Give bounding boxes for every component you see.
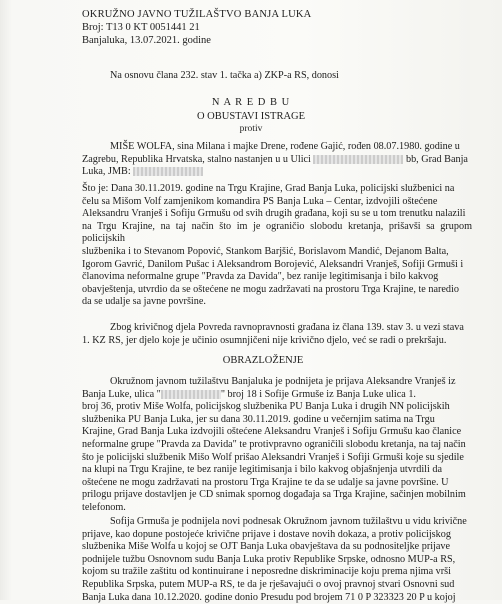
document-date: Banjaluka, 13.07.2021. godine bbox=[82, 35, 211, 46]
order-title: N A R E D B U bbox=[211, 97, 291, 108]
text-line: službenika PU Banja Luka, jer su dana 30.11.2019. godine u večernjim satima na Trgu bbox=[82, 413, 435, 425]
organization-name: OKRUŽNO JAVNO TUŽILAŠTVO BANJA LUKA bbox=[82, 9, 312, 20]
text-line: Igorom Gavrić, Danilom Pušac i Aleksandrom Borojević, Aleksandri Vranješ, Sofiji Grmuši i bbox=[82, 258, 464, 270]
text-line: Okružnom javnom tužilaštvu Banjaluka je podnijeta je prijava Aleksandre Vranješ iz bbox=[110, 376, 456, 387]
suspect-line: Luka, JMB: bbox=[82, 166, 470, 179]
text-line: neformalne grupe "Pravda za Davida" te protivpravno ograničili slobodu kretanja, na taj način bbox=[82, 438, 466, 450]
case-number: Broj: T13 0 KT 0051441 21 bbox=[82, 22, 200, 33]
suspect-paragraph bbox=[82, 141, 470, 179]
reasoning-paragraph bbox=[82, 376, 472, 515]
text-line: prilogu prijave dostavljen je CD snimak spornog događaja sa Trga Krajine, sačinjen mobilnim bbox=[82, 489, 466, 501]
text-line: Što je: Dana 30.11.2019. godine na Trgu Krajine, Grad Banja Luka, policijski službenici na bbox=[82, 183, 455, 194]
reasoning-heading: OBRAZLOŽENJE bbox=[222, 355, 304, 366]
text-line: čelu sa Mišom Volf zamjenikom komandira PS Banja Luka – Centar, izdvojili oštećene bbox=[82, 195, 438, 207]
text-line: Aleksandru Vranješ i Sofiju Grmušu od svih drugih građana, koji su se u tom trenutku nalazili bbox=[82, 208, 466, 220]
redacted-address bbox=[313, 155, 403, 164]
text-line: Banja Luke, ulica " " broj 18 i Sofije Grmuše iz Banja Luke ulica 1. bbox=[82, 388, 416, 400]
offense-paragraph bbox=[82, 322, 472, 347]
text-line: Sofija Grmuša je podnijela novi podnesak Okružnom javnom tužilaštvu u vidu krivične bbox=[110, 516, 467, 527]
suspect-line: MIŠE WOLFA, sina Milana i majke Drene, rođene Gajić, rođen 08.07.1980. godine u bbox=[110, 141, 460, 152]
text-line: što je policijski službenik Mišo Wolf prišao Aleksandri Vranješ i Sofiji Grmuši koje su sjedile bbox=[82, 451, 464, 463]
charge-paragraph bbox=[82, 183, 472, 309]
order-subtitle: O OBUSTAVI ISTRAGE bbox=[196, 111, 306, 122]
text-line: kojom su tražile zaštitu od kontinuirane i neposredne diskriminacije koju prema njima vrši bbox=[82, 566, 451, 578]
text-line: na klupi na Trgu Krajine, te bez ranije legitimisanja i bilo kakvog objašnjenja utvrdili da bbox=[82, 464, 442, 476]
text-line: Zbog krivičnog djela Povreda ravnopravnosti građana iz člana 139. stav 3. u vezi stava bbox=[110, 322, 464, 333]
document-header bbox=[82, 8, 311, 47]
suspect-line: Zagrebu, Republika Hrvatska, stalno nastanjen u u Ulici bb, Grad Banja bbox=[82, 153, 468, 165]
text-line: da se udalje sa javne površine. bbox=[82, 296, 206, 308]
text-line: telefonom. bbox=[82, 501, 126, 513]
text-line: 1. KZ RS, jer djelo koje je učinio osumnjičeni nije krivično djelo, već se radi o prekršaju. bbox=[82, 334, 447, 346]
text-line: broj 36, protiv Miše Wolfa, policijskog službenika PU Banja Luka i drugih NN policijskih bbox=[82, 401, 450, 413]
redacted-street bbox=[161, 390, 221, 399]
text-line: podnijele tužbu Osnovnom sudu Banja Luka protiv Republike Srpske, odnosno MUP-a RS, bbox=[82, 553, 456, 565]
redacted-jmb bbox=[133, 167, 203, 176]
text-line: oštećene ne mogu zadržavati na prostoru Trga Krajine te da se udalje sa javne površine. U bbox=[82, 476, 449, 488]
text-line: prijave, kao dopune postojeće krivične prijave i dostave novih dokaza, a protiv policijskog bbox=[82, 528, 451, 540]
text-line: službenika i to Stevanom Popović, Stankom Barjšić, Borislavom Mandić, Dejanom Balta, bbox=[82, 245, 449, 257]
text-line: službenika Miše Wolfa u kojoj se OJT Banja Luka obavještava da su podnositeljke prijave bbox=[82, 541, 451, 553]
text-line: na Trgu Krajine, na taj način što im je ograničio slobodu kretanja, prišavši sa grupom policijskih bbox=[82, 220, 472, 245]
text-line: članovima neformalne grupe "Pravda za Davida", bez ranije legitimisanja i bilo kakvog bbox=[82, 271, 439, 283]
text-line: Republika Srpska, putem MUP-a RS, te da je rješavajući o ovoj pravnoj stvari Osnovni sud bbox=[82, 578, 455, 590]
order-against: protiv bbox=[239, 124, 263, 134]
legal-basis: Na osnovu člana 232. stav 1. tačka a) ZKP-a RS, donosi bbox=[110, 70, 339, 81]
text-line: Banja Luka dana 10.12.2020. godine donio Presudu pod brojem 71 0 P 323323 20 P u kojoj bbox=[82, 591, 456, 603]
text-line: obavještenja, utvrdio da se oštećene ne mogu zadržavati na prostoru Trga Krajine, te naredio bbox=[82, 283, 459, 295]
text-line: Krajine, Grad Banja Luka izdvojili oštećene Aleksandru Vranješ i Sofiju Grmušu kao članice bbox=[82, 426, 462, 438]
supplement-paragraph bbox=[82, 516, 472, 604]
